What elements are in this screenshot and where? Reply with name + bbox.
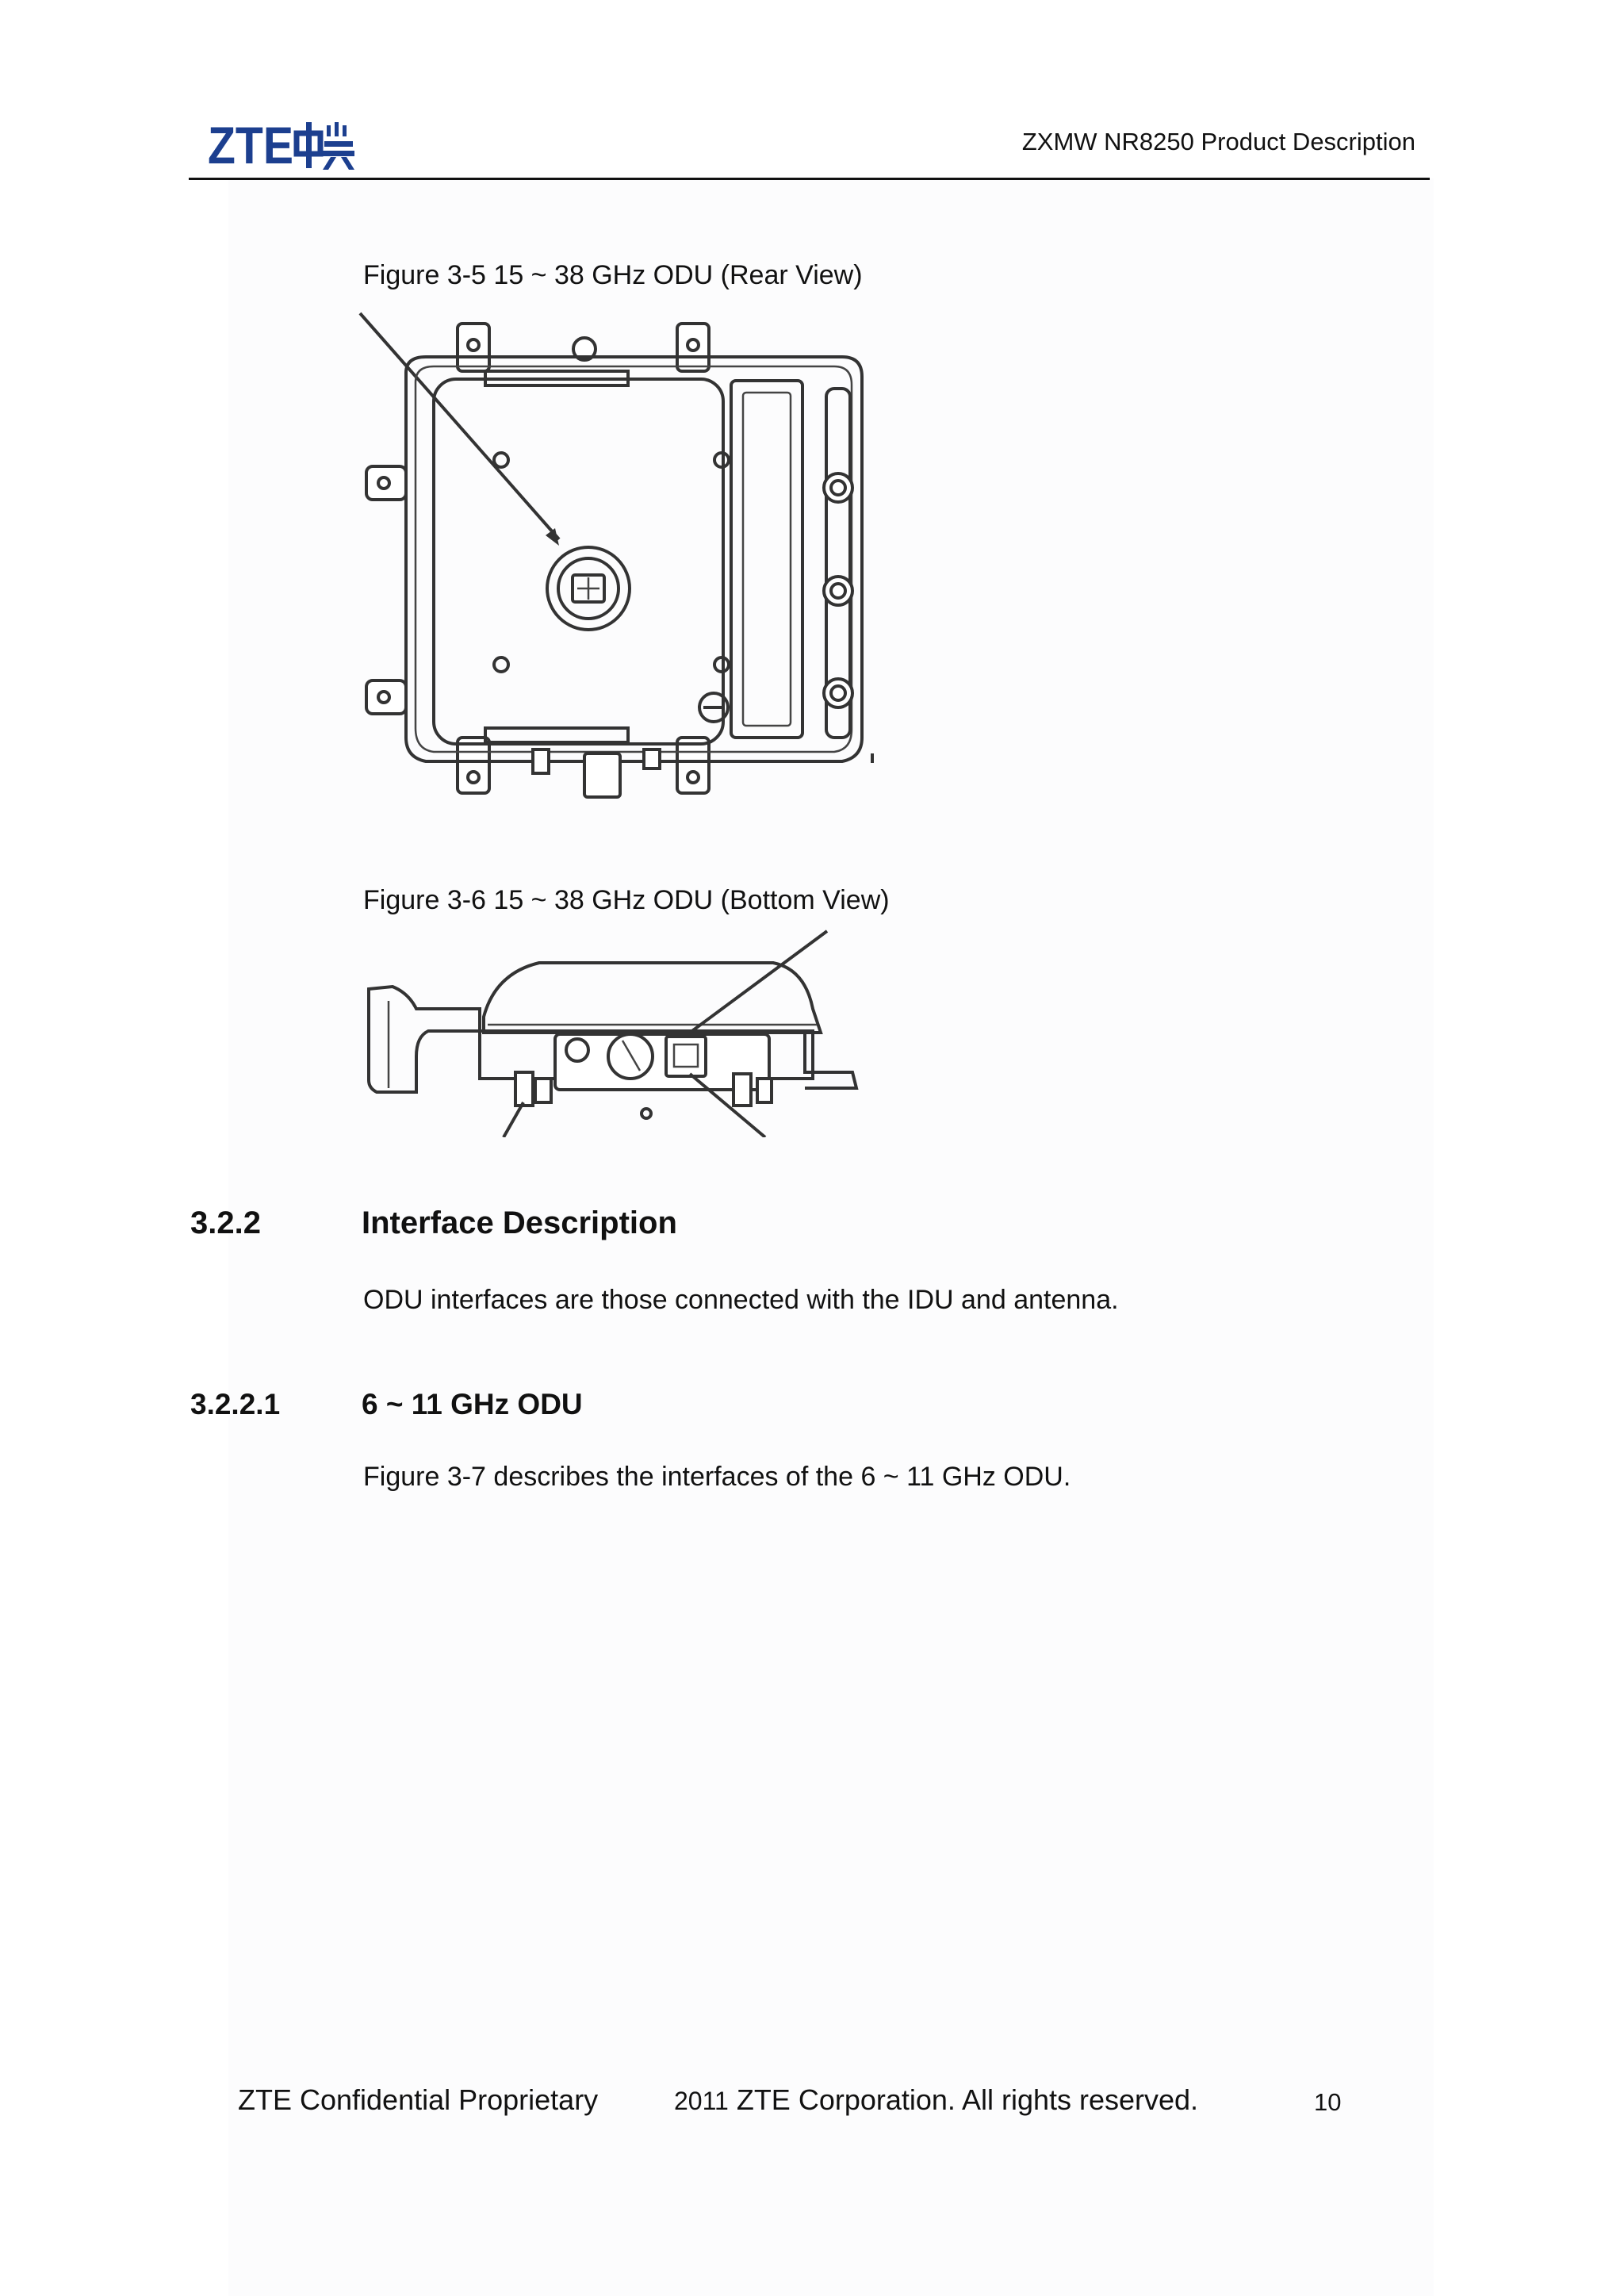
zte-logo	[208, 117, 354, 173]
odu-bottom-view-figure	[361, 930, 868, 1137]
section-number: 3.2.2	[190, 1205, 261, 1240]
figure-caption-bottom-view: Figure 3-6 15 ~ 38 GHz ODU (Bottom View)	[363, 885, 890, 915]
figure-caption-rear-view: Figure 3-5 15 ~ 38 GHz ODU (Rear View)	[363, 260, 863, 290]
footer-year: 2011	[674, 2087, 729, 2115]
subsection-body: Figure 3-7 describes the interfaces of the 6 ~ 11 GHz ODU.	[363, 1462, 1071, 1492]
header-divider	[189, 178, 1430, 180]
odu-rear-view-figure	[358, 309, 882, 809]
subsection-number: 3.2.2.1	[190, 1388, 281, 1420]
section-body: ODU interfaces are those connected with the IDU and antenna.	[363, 1285, 1119, 1315]
section-title: Interface Description	[362, 1205, 677, 1240]
footer-copyright	[674, 2083, 1198, 2117]
document-title: ZXMW NR8250 Product Description	[1021, 128, 1415, 155]
footer-copyright-text: ZTE Corporation. All rights reserved.	[736, 2083, 1199, 2116]
page-number: 10	[1314, 2088, 1342, 2116]
footer-confidential: ZTE Confidential Proprietary	[238, 2083, 599, 2116]
svg-text:ZTE: ZTE	[208, 117, 293, 173]
subsection-title: 6 ~ 11 GHz ODU	[362, 1388, 583, 1420]
